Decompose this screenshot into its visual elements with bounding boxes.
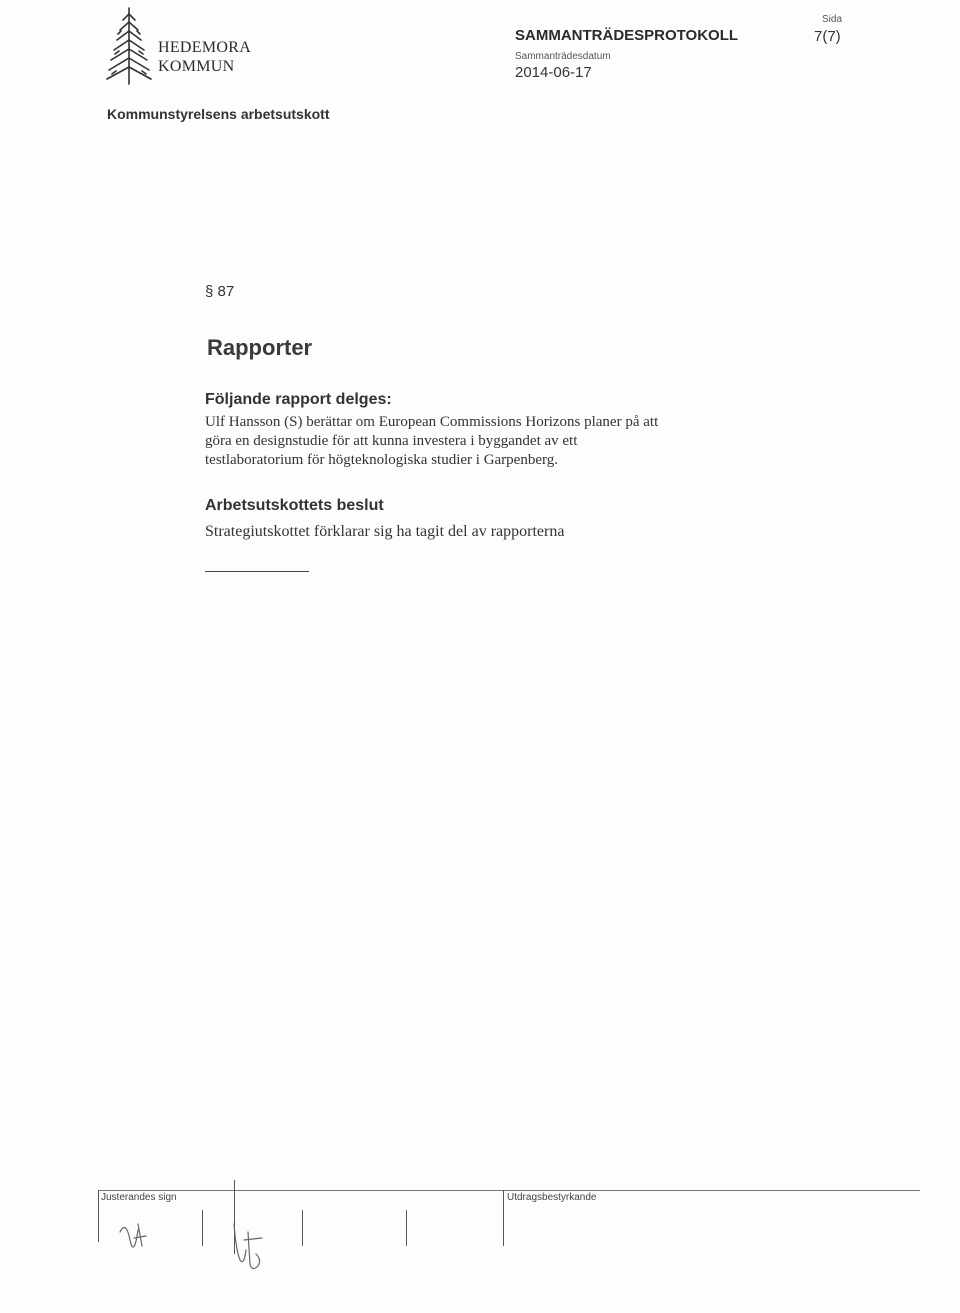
report-line: Ulf Hansson (S) berättar om European Commissions Horizons planer på att xyxy=(205,414,659,430)
section-title: Rapporter xyxy=(207,335,313,360)
decision-text: Strategiutskottet förklarar sig ha tagit del av rapporterna xyxy=(205,523,565,540)
municipality-name xyxy=(158,38,251,76)
meeting-date: 2014-06-17 xyxy=(515,64,592,81)
committee-name: Kommunstyrelsens arbetsutskott xyxy=(107,106,330,122)
decision-heading: Arbetsutskottets beslut xyxy=(205,497,384,514)
adjuster-sign-label: Justerandes sign xyxy=(101,1192,177,1203)
extract-certified-label: Utdragsbestyrkande xyxy=(507,1192,597,1203)
meeting-date-label: Sammanträdesdatum xyxy=(515,51,611,62)
report-text xyxy=(205,413,805,470)
handwritten-initials-icon xyxy=(112,1210,312,1280)
document-type: SAMMANTRÄDESPROTOKOLL xyxy=(515,27,739,44)
report-line: göra en designstudie för att kunna investera i byggandet av ett xyxy=(205,433,578,449)
footer-top-rule xyxy=(98,1190,920,1191)
report-heading: Följande rapport delges: xyxy=(205,391,392,408)
section-end-line xyxy=(205,571,309,572)
spruce-tree-logo-icon xyxy=(104,4,154,86)
footer-divider xyxy=(98,1190,99,1242)
footer-divider xyxy=(406,1210,407,1246)
municipality-name-line1: HEDEMORA xyxy=(158,39,252,56)
page-number: 7(7) xyxy=(814,28,841,45)
page-label: Sida xyxy=(822,14,843,25)
municipality-name-line2: KOMMUN xyxy=(158,58,235,75)
report-line: testlaboratorium för högteknologiska studier i Garpenberg. xyxy=(205,452,558,468)
footer-divider xyxy=(503,1190,504,1246)
paragraph-number: § 87 xyxy=(205,283,235,300)
